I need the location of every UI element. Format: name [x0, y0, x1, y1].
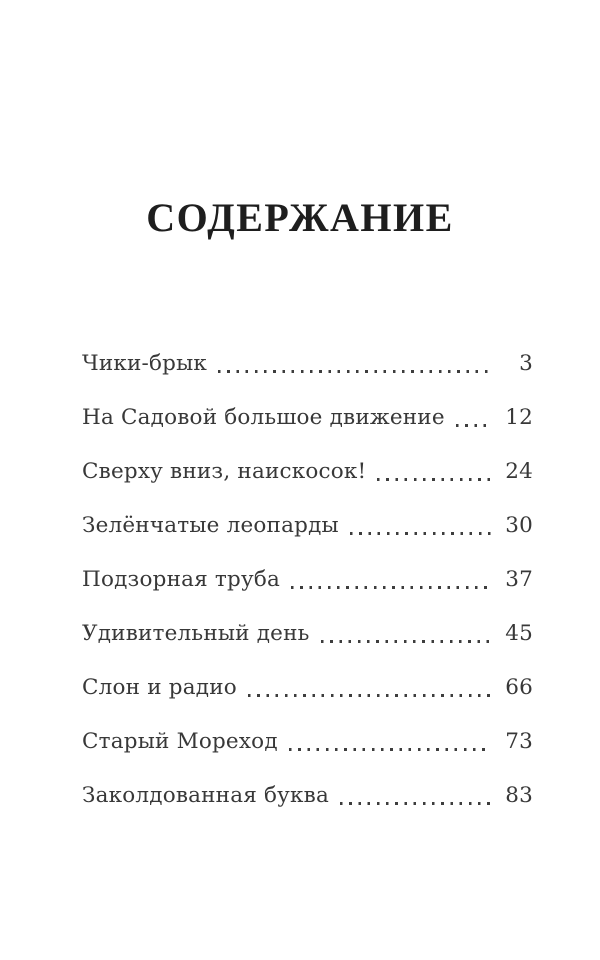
toc-leader-dots: [289, 728, 491, 755]
toc-leader-dots: [291, 566, 491, 593]
toc-leader-dots: [218, 350, 491, 377]
toc-entry: [82, 404, 533, 431]
toc-leader-dots: [321, 620, 491, 647]
toc-entry: [82, 350, 533, 377]
toc-entry-page: 37: [505, 567, 533, 592]
toc-entry-title: На Садовой большое движение: [82, 405, 445, 430]
toc-leader-dots: [377, 458, 491, 485]
toc-leader-dots: [248, 674, 491, 701]
toc-entry-title: Подзорная труба: [82, 567, 280, 592]
toc-entry-page: 30: [505, 513, 533, 538]
toc-entry-title: Удивительный день: [82, 621, 310, 646]
toc-entry-page: 12: [505, 405, 533, 430]
toc-entry-title: Слон и радио: [82, 675, 237, 700]
toc-entry-page: 66: [505, 675, 533, 700]
toc-entry-page: 45: [505, 621, 533, 646]
contents-heading: СОДЕРЖАНИЕ: [146, 195, 454, 240]
toc-entry-title: Зелёнчатые леопарды: [82, 513, 339, 538]
toc-entry: [82, 458, 533, 485]
toc-entry: [82, 674, 533, 701]
table-of-contents: [0, 350, 600, 809]
toc-entry-title: Старый Мореход: [82, 729, 278, 754]
toc-entry-page: 73: [505, 729, 533, 754]
toc-entry-page: 24: [505, 459, 533, 484]
toc-entry: [82, 782, 533, 809]
toc-leader-dots: [340, 782, 491, 809]
toc-entry: [82, 728, 533, 755]
toc-entry-title: Сверху вниз, наискосок!: [82, 459, 367, 484]
toc-entry-page: 83: [505, 783, 533, 808]
toc-entry: [82, 620, 533, 647]
toc-entry-title: Чики-брык: [82, 351, 208, 376]
toc-leader-dots: [456, 404, 491, 431]
toc-entry-title: Заколдованная буква: [82, 783, 329, 808]
toc-entry: [82, 566, 533, 593]
toc-entry: [82, 512, 533, 539]
toc-leader-dots: [350, 512, 491, 539]
toc-entry-page: 3: [519, 351, 533, 376]
